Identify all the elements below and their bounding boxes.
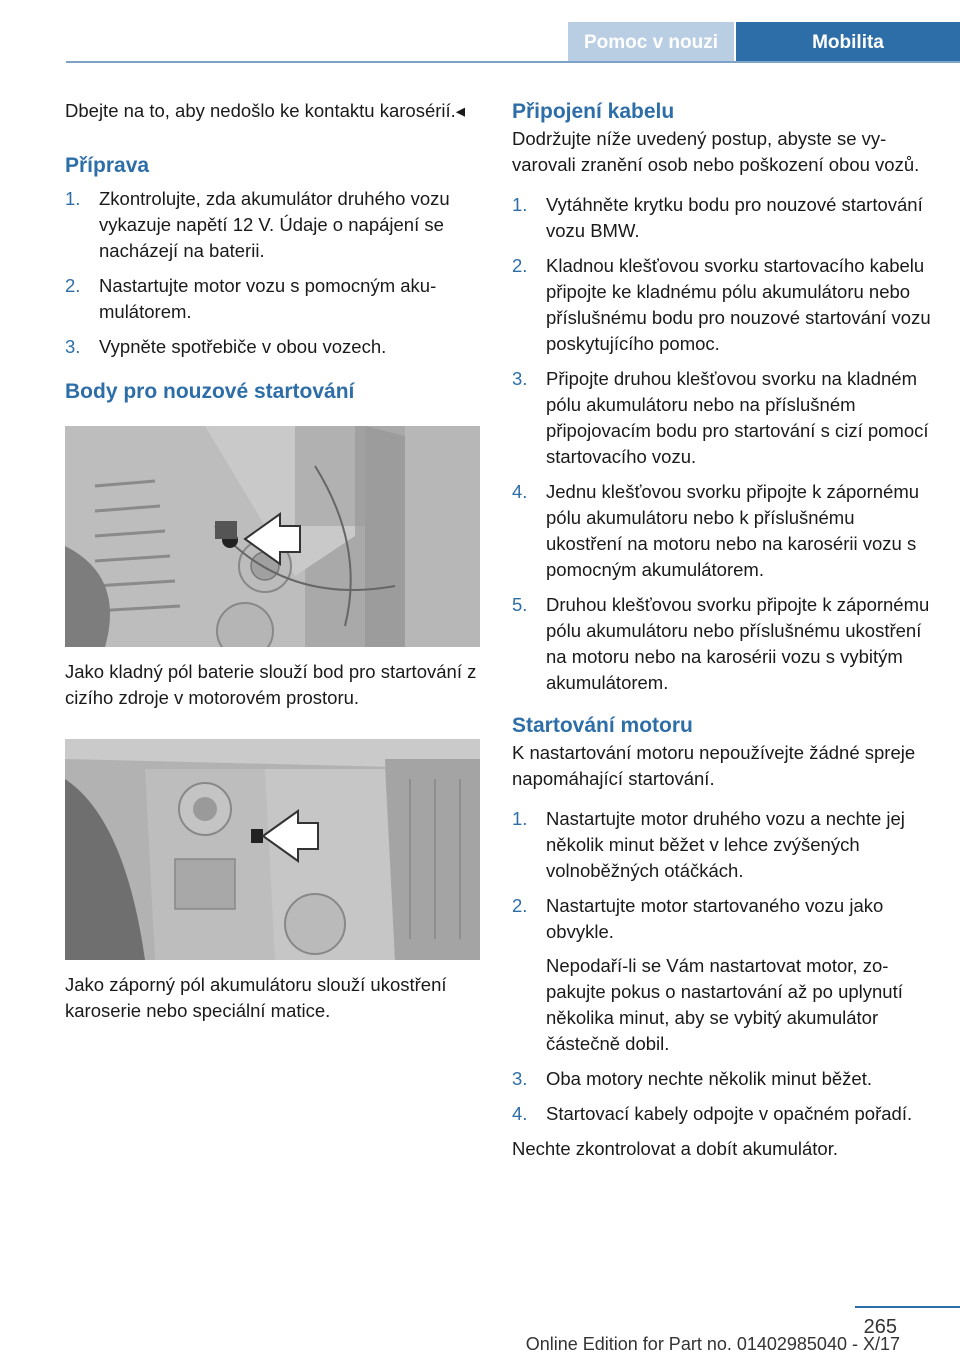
step-number: 4.	[512, 1103, 528, 1124]
engine-bay-figure-positive	[65, 426, 480, 647]
step-number: 2.	[512, 895, 528, 916]
caption-negative: Jako záporný pól akumulátoru slouží ukostření karoserie nebo speciální matice.	[65, 974, 447, 1021]
step-number: 2.	[512, 255, 528, 276]
engine-bay-illustration	[65, 426, 480, 647]
heading-priprava: Příprava	[65, 154, 150, 177]
page-number: 265	[863, 1316, 897, 1338]
priprava-steps	[65, 186, 480, 360]
step-number: 3.	[512, 1068, 528, 1089]
step-number: 1.	[512, 808, 528, 829]
header-chapter-tab: Mobilita	[736, 22, 960, 63]
footer-rule	[855, 1306, 960, 1308]
step-number: 1.	[65, 188, 81, 209]
step-text: Druhou klešťovou svorku připojte k zápornému pólu akumulátoru nebo příslušnému ukostření na motoru nebo na karosérii vozu s vybitým akumulátorem.	[546, 594, 930, 693]
step-text: Nastartujte motor startovaného vozu jako obvykle.	[546, 895, 884, 942]
list-item	[512, 1066, 932, 1092]
list-item	[65, 186, 480, 264]
intro-text: Dbejte na to, aby nedošlo ke kontaktu karosérií.◂	[65, 100, 466, 121]
right-column	[512, 98, 932, 1172]
startovani-outro: Nechte zkontrolovat a dobít akumulátor.	[512, 1138, 838, 1159]
startovani-steps	[512, 806, 932, 1127]
list-item	[512, 893, 932, 1057]
step-text: Startovací kabely odpojte v opačném pořadí.	[546, 1103, 913, 1124]
list-item	[512, 479, 932, 583]
step-number: 3.	[65, 336, 81, 357]
header-rule	[66, 61, 960, 63]
startovani-intro: K nastartování motoru nepoužívejte žádné spreje napomáhající startování.	[512, 742, 916, 789]
engine-bay-figure-negative	[65, 739, 480, 960]
list-item	[512, 366, 932, 470]
step-text: Kladnou klešťovou svorku startovacího kabelu připojte ke kladnému pólu akumulátoru nebo příslušnému bodu pro nouzové startování vozu poskytujícího pomoc.	[546, 255, 931, 354]
step-text: Oba motory nechte několik minut běžet.	[546, 1068, 872, 1089]
step-text: Jednu klešťovou svorku připojte k zápornému pólu akumulátoru nebo k příslušnému ukostření na motoru nebo na karosérii vozu s pomocným akumulátorem.	[546, 481, 920, 580]
engine-bay-illustration	[65, 739, 480, 960]
pripojeni-steps	[512, 192, 932, 696]
step-text: Vytáhněte krytku bodu pro nouzové startování vozu BMW.	[546, 194, 923, 241]
step-number: 1.	[512, 194, 528, 215]
step-text: Zkontrolujte, zda akumulátor druhého vozu vykazuje napětí 12 V. Údaje o napájení se nacházejí na baterii.	[99, 188, 450, 261]
list-item	[512, 592, 932, 696]
step-number: 2.	[65, 275, 81, 296]
step-number: 3.	[512, 368, 528, 389]
step-number: 4.	[512, 481, 528, 502]
edition-note: Online Edition for Part no. 01402985040 - X/17	[525, 1334, 900, 1354]
list-item	[512, 192, 932, 244]
left-column	[65, 98, 480, 1024]
step-note: Nepodaří-li se Vám nastartovat motor, zopakujte pokus o nastartování až po uplynutí několika minut, aby se vybitý akumulátor částečně dobil.	[546, 955, 903, 1054]
step-number: 5.	[512, 594, 528, 615]
step-text: Vypněte spotřebiče v obou vozech.	[99, 336, 387, 357]
pripojeni-intro: Dodržujte níže uvedený postup, abyste se vyvarovali zranění osob nebo poškození obou vozů.	[512, 128, 920, 175]
heading-pripojeni: Připojení kabelu	[512, 100, 675, 123]
list-item	[512, 806, 932, 884]
caption-positive: Jako kladný pól baterie slouží bod pro startování z cizího zdroje v motorovém prostoru.	[65, 661, 477, 708]
list-item	[65, 273, 480, 325]
list-item	[512, 1101, 932, 1127]
step-text: Připojte druhou klešťovou svorku na kladném pólu akumulátoru nebo na příslušném připojovacím bodu pro startování s cizí pomocí startovacího vozu.	[546, 368, 929, 467]
heading-startovani: Startování motoru	[512, 714, 693, 737]
header-section-tab: Pomoc v nouzi	[568, 22, 734, 63]
list-item	[512, 253, 932, 357]
list-item	[65, 334, 480, 360]
heading-body: Body pro nouzové startování	[65, 380, 355, 403]
step-text: Nastartujte motor vozu s pomocným akumulátorem.	[99, 275, 437, 322]
step-text: Nastartujte motor druhého vozu a nechte jej několik minut běžet v lehce zvýšených volnoběžných otáčkách.	[546, 808, 905, 881]
